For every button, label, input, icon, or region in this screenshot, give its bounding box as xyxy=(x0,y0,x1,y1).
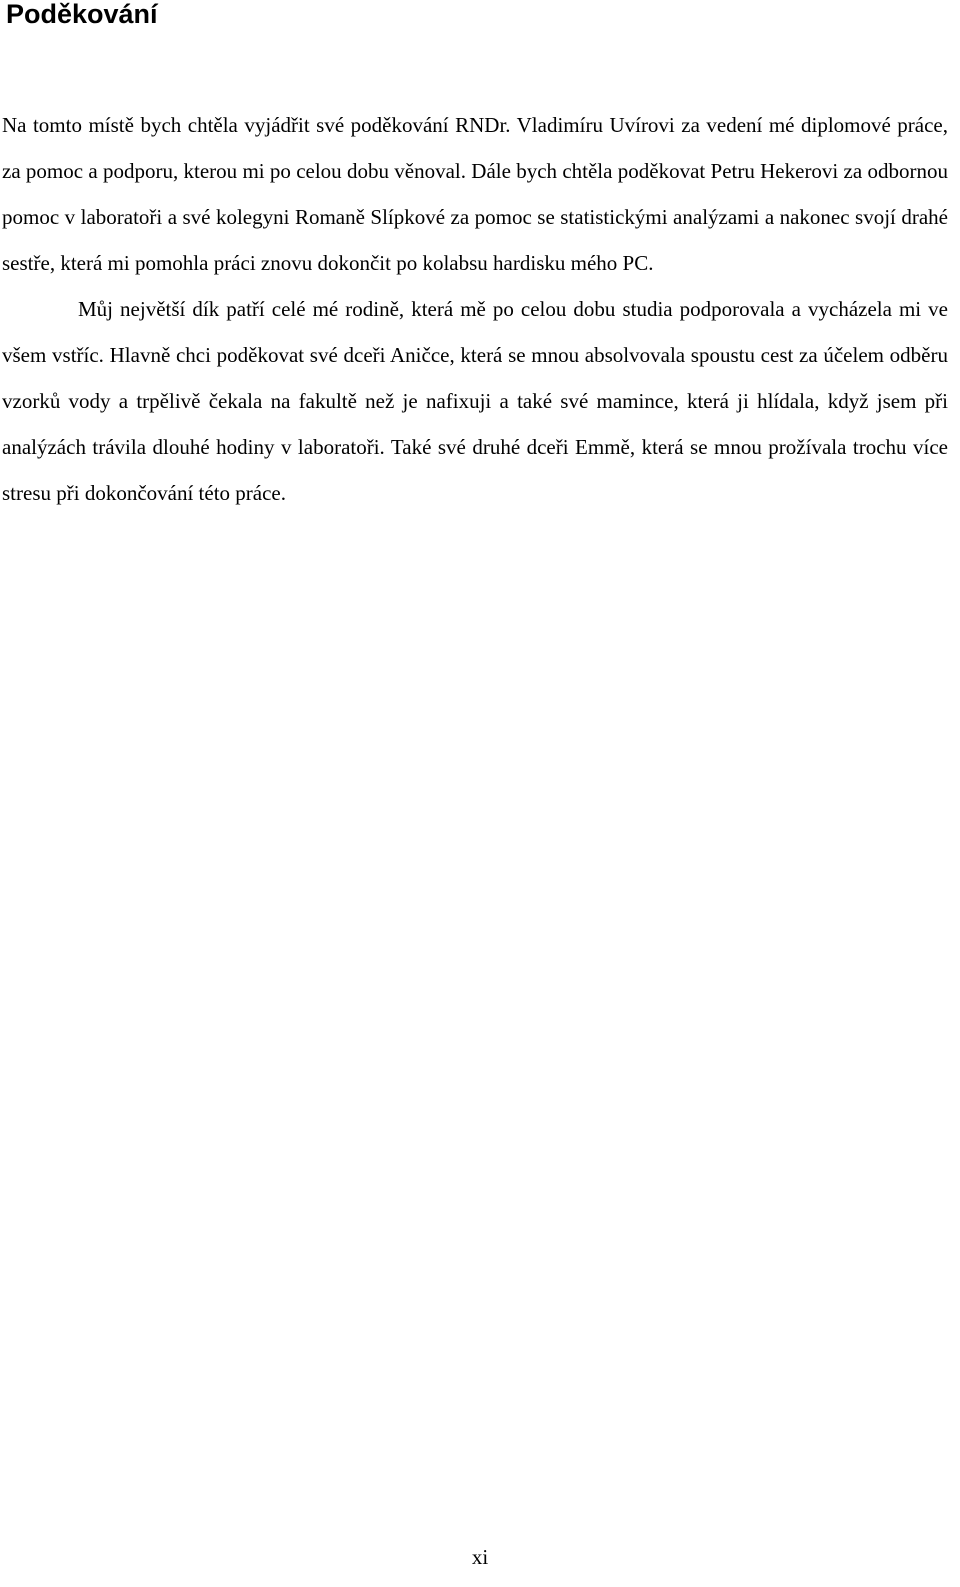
paragraph-1: Na tomto místě bych chtěla vyjádřit své poděkování RNDr. Vladimíru Uvírovi za vedení mé diplomové práce, za pomoc a podporu, kterou mi po celou dobu věnoval. Dále bych chtěla poděkovat Petru Hekerovi za odbornou pomoc v laboratoři a své kolegyni Romaně Slípkové za pomoc se statistickými analýzami a nakonec svojí drahé sestře, která mi pomohla práci znovu dokončit po kolabsu hardisku mého PC. xyxy=(2,113,948,275)
acknowledgement-body xyxy=(2,102,948,516)
page-number: xi xyxy=(471,1545,489,1569)
paragraph-2: Můj největší dík patří celé mé rodině, která mě po celou dobu studia podporovala a vycházela mi ve všem vstříc. Hlavně chci poděkovat své dceři Aničce, která se mnou absolvovala spoustu cest za účelem odběru vzorků vody a trpělivě čekala na fakultě než je nafixuji a také své mamince, která ji hlídala, když jsem při analýzách trávila dlouhé hodiny v laboratoři. Také své druhé dceři Emmě, která se mnou prožívala trochu více stresu při dokončování této práce. xyxy=(2,297,948,505)
page-title: Poděkování xyxy=(6,0,158,29)
